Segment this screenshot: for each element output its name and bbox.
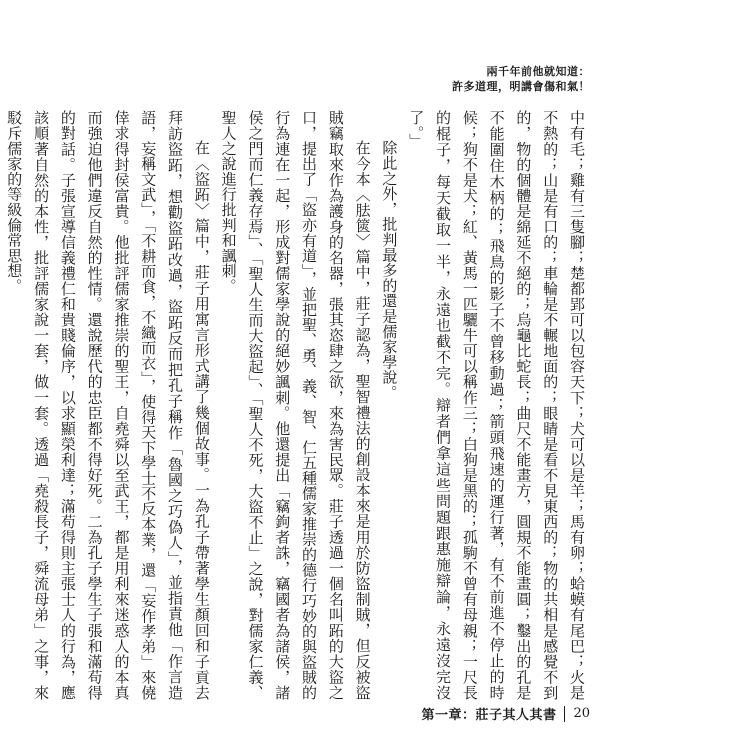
paragraph-2: 除此之外，批判最多的還是儒家學說。 xyxy=(380,140,399,401)
paragraph-4: 在〈盜跖〉篇中，莊子用寓言形式講了幾個故事。一為孔子帶著學生顏回和子貢去拜訪盜跖，想勸盜跖改過，盜跖反而把孔子稱作「魯國之巧偽人」，並指責他「作言造語，妄稱文武」，「不耕而食，不織而衣」，使得天下學士不反本業，還「妄作孝弟」來僥倖求得封侯富貴。他批評儒家推崇的聖王，自堯舜以至武王，都是用利來迷惑人的本真而強迫他們違反自然的性情。還說歷代的忠臣都不得好死。二為孔子學生子張和滿苟得的對話。子張宣導信義禮仁和貴賤倫序，以求顯榮利達；滿苟得則主張士人的行為，應該順著自然的本性，批評儒家說一套，做一套。透過「堯殺長子，舜流母弟」之事，來駁斥儒家的等級倫常思想。 xyxy=(5,110,211,700)
running-header xyxy=(452,64,590,94)
header-line-2: 許多道理，明講會傷和氣！ xyxy=(452,80,590,93)
footer-divider xyxy=(564,706,565,722)
paragraph-1: 中有毛；雞有三隻腳；楚都郢可以包容天下；犬可以是羊；馬有卵；蛤蟆有尾巴；火是不熱的；山是有口的；車輪是不輾地面的；眼睛是看不見東西的；物的共相是感覺不到的，物的個體是綿延不絕的；烏龜比蛇長；曲尺不能畫方，圓規不能畫圓；鑿出的孔是不能圍住木柄的；飛鳥的影子不曾移動過；箭頭飛速的運行著，有不前進不停止的時候；狗不是犬；紅、黃馬一匹驪牛可以稱作三；白狗是黑的；孤駒不曾有母親；一尺長的棍子，每天截取一半，永遠也截不完。辯者們拿這些問題跟惠施辯論，永遠沒完沒了。」 xyxy=(407,110,586,700)
page-number: 20 xyxy=(573,706,590,721)
page-footer xyxy=(421,704,590,723)
header-line-1: 兩千年前他就知道： xyxy=(486,65,590,78)
chapter-title: 第一章：莊子其人其書 xyxy=(421,708,557,723)
paragraph-3: 在今本〈胠篋〉篇中，莊子認為，聖智禮法的創設本來是用於防盜制賊，但反被盜賊竊取來作為護身的名器，張其恣肆之欲，來為害民眾。莊子透過一個名叫跖的大盜之口，提出了「盜亦有道」，並把聖、勇、義、智、仁五種儒家推崇的德行巧妙的與盜賊的行為連在一起，形成對儒家學說的絕妙諷刺。他還提出「竊鉤者誅，竊國者為諸侯，諸侯之門而仁義存焉」、「聖人生而大盜起」、「聖人不死，大盜不止」之說，對儒家仁義、聖人之說進行批判和諷刺。 xyxy=(219,110,372,700)
vertical-body-text xyxy=(5,110,590,700)
